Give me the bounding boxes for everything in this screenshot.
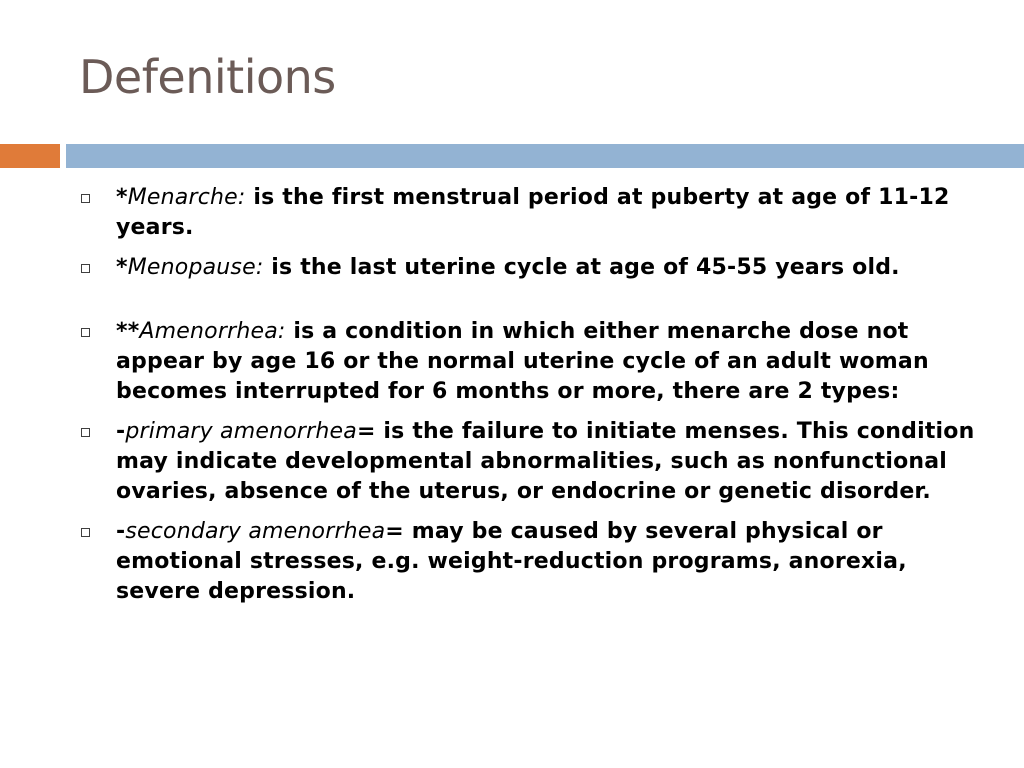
slide-title: Defenitions (79, 50, 336, 104)
item-prefix: ** (116, 319, 140, 344)
list-item-amenorrhea (80, 317, 985, 407)
term-secondary-amenorrhea: secondary amenorrhea (125, 519, 386, 544)
item-prefix: - (116, 519, 126, 544)
bullet-list (80, 183, 985, 607)
term-amenorrhea: Amenorrhea: (139, 319, 286, 344)
item-prefix: * (116, 185, 128, 210)
square-bullet-icon (81, 428, 90, 437)
item-text: = may be caused by several physical or emotional stresses, e.g. weight-reduction programs, anorexia, severe depression. (116, 519, 907, 604)
square-bullet-icon (81, 328, 90, 337)
accent-bar (0, 144, 60, 168)
item-prefix: - (116, 419, 126, 444)
list-item-menopause (80, 253, 985, 283)
list-item-menarche (80, 183, 985, 243)
square-bullet-icon (81, 194, 90, 203)
square-bullet-icon (81, 528, 90, 537)
item-text: is the last uterine cycle at age of 45-55 years old. (263, 255, 900, 280)
term-menarche: Menarche: (127, 185, 246, 210)
term-menopause: Menopause: (127, 255, 264, 280)
square-bullet-icon (81, 264, 90, 273)
list-item-secondary-amenorrhea (80, 517, 985, 607)
item-prefix: * (116, 255, 128, 280)
item-text: = is the failure to initiate menses. This condition may indicate developmental abnormalities, such as nonfunctional ovaries, absence of the uterus, or endocrine or genetic disorder. (116, 419, 975, 504)
header-divider-bar (66, 144, 1024, 168)
term-primary-amenorrhea: primary amenorrhea (125, 419, 357, 444)
item-text: is a condition in which either menarche dose not appear by age 16 or the normal uterine cycle of an adult woman becomes interrupted for 6 months or more, there are 2 types: (116, 319, 929, 404)
item-text: is the first menstrual period at puberty at age of 11-12 years. (116, 185, 950, 240)
list-item-primary-amenorrhea (80, 417, 985, 507)
